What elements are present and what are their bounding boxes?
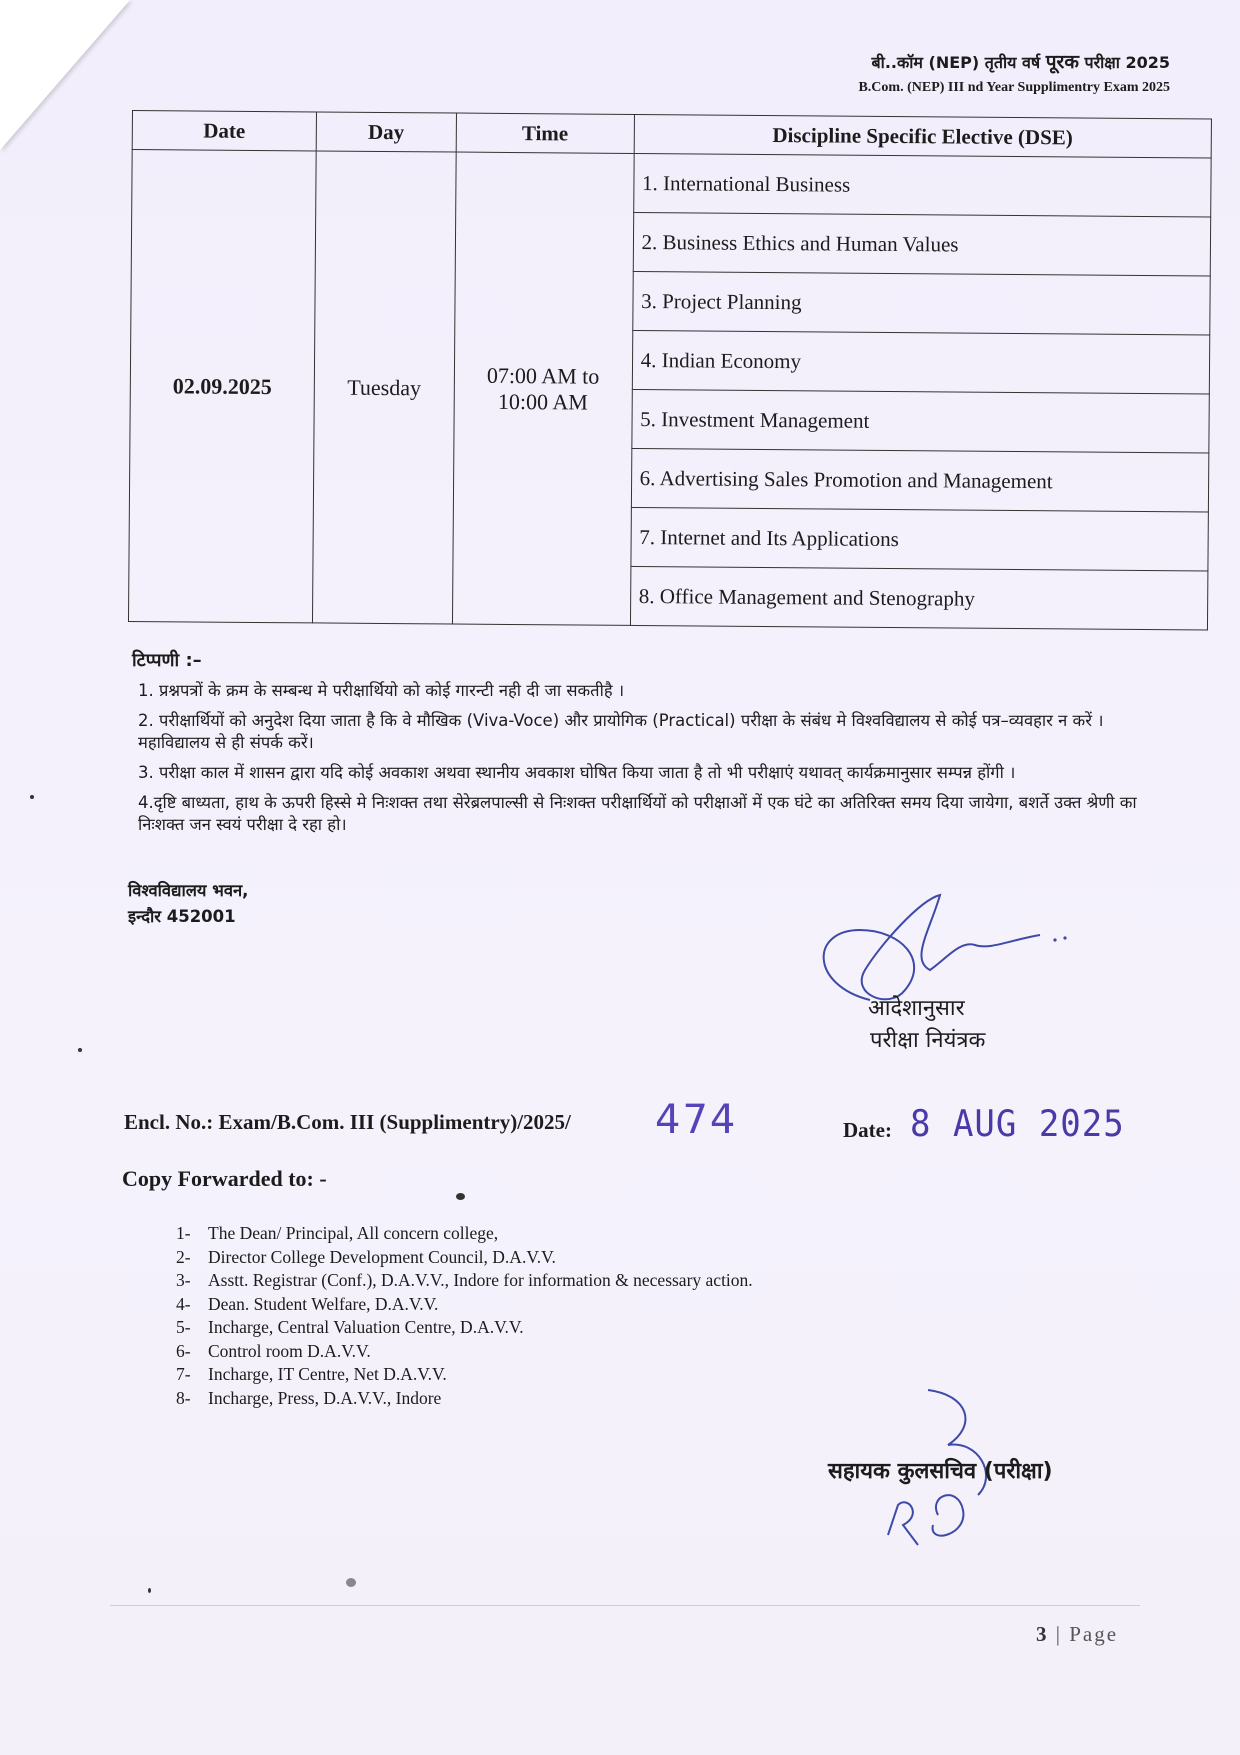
note-item: 4.दृष्टि बाध्यता, हाथ के ऊपरी हिस्से मे निःशक्त तथा सेरेब्रलपाल्सी से निःशक्त परीक्षार्थियों को परीक्षाओं में एक घंटे का अतिरिक्त समय दिया जायेगा, बशर्ते उक्त श्रेणी का निःशक्त जन स्वयं परीक्षा दे रहा हो।	[138, 793, 1137, 834]
signature-order-text: आदेशानुसार	[868, 996, 965, 1021]
header-english: B.Com. (NEP) III nd Year Supplimentry Exam 2025	[858, 80, 1170, 95]
list-item: 1- The Dean/ Principal, All concern college,	[176, 1223, 499, 1243]
dse-item: 5. Investment Management	[631, 389, 1209, 453]
list-item: 8- Incharge, Press, D.A.V.V., Indore	[176, 1387, 442, 1408]
exam-date: 02.09.2025	[128, 150, 316, 623]
header-day: Day	[316, 112, 456, 152]
notes-title: टिप्पणी :–	[132, 650, 202, 671]
dse-item: 8. Office Management and Stenography	[630, 566, 1208, 630]
speck	[456, 1193, 465, 1200]
signature-designation: परीक्षा नियंत्रक	[870, 1028, 986, 1053]
dse-item: 7. Internet and Its Applications	[631, 507, 1209, 571]
header-time: Time	[456, 113, 634, 153]
footer-divider	[110, 1605, 1140, 1606]
address-line-2: इन्दौर 452001	[128, 907, 236, 926]
copy-forwarded-title: Copy Forwarded to: -	[122, 1166, 327, 1191]
dse-item: 1. International Business	[633, 153, 1211, 217]
header-dse: Discipline Specific Elective (DSE)	[634, 114, 1212, 158]
list-item: 4- Dean. Student Welfare, D.A.V.V.	[176, 1293, 439, 1314]
dse-item: 3. Project Planning	[632, 271, 1210, 335]
registrar-designation: सहायक कुलसचिव (परीक्षा)	[828, 1459, 1053, 1484]
date-stamp: 8 AUG 2025	[910, 1102, 1125, 1146]
speck	[78, 1048, 82, 1052]
speck	[30, 795, 34, 799]
date-label: Date:	[843, 1118, 892, 1142]
note-item: 2. परीक्षार्थियों को अनुदेश दिया जाता है कि वे मौखिक (Viva-Voce) और प्रायोगिक (Practical) परीक्षा के संबंध मे विश्वविद्यालय से कोई पत्र–व्यवहार न करें । महाविद्यालय से ही संपर्क करें।	[138, 711, 1104, 752]
notes-list	[138, 680, 1158, 844]
copy-forwarded-list	[176, 1222, 753, 1410]
folded-corner	[0, 0, 130, 150]
enclosure-number-label: Encl. No.: Exam/B.Com. III (Supplimentry)/2025/	[124, 1110, 571, 1134]
exam-time: 07:00 AM to 10:00 AM	[452, 152, 634, 625]
dse-item: 4. Indian Economy	[632, 330, 1210, 394]
enclosure-number-handwritten: 474	[655, 1097, 738, 1143]
list-item: 6- Control room D.A.V.V.	[176, 1340, 371, 1361]
dse-item: 6. Advertising Sales Promotion and Management	[631, 448, 1209, 512]
list-item: 5- Incharge, Central Valuation Centre, D.A.V.V.	[176, 1317, 524, 1337]
note-item: 3. परीक्षा काल में शासन द्वारा यदि कोई अवकाश अथवा स्थानीय अवकाश घोषित किया जाता है तो भी परीक्षाएं यथावत् कार्यक्रमानुसार सम्पन्न होंगी ।	[138, 763, 1016, 782]
speck	[346, 1578, 356, 1587]
table-row	[132, 150, 1211, 217]
list-item: 7- Incharge, IT Centre, Net D.A.V.V.	[176, 1364, 447, 1384]
address-line-1: विश्वविद्यालय भवन,	[128, 881, 249, 900]
list-item: 2- Director College Development Council, D.A.V.V.	[176, 1246, 556, 1267]
page-number: 3 | Page	[1036, 1622, 1119, 1646]
speck	[148, 1588, 151, 1593]
note-item: 1. प्रश्नपत्रों के क्रम के सम्बन्ध मे परीक्षार्थियो को कोई गारन्टी नही दी जा सकतीहै ।	[138, 681, 625, 700]
list-item: 3- Asstt. Registrar (Conf.), D.A.V.V., Indore for information & necessary action.	[176, 1270, 753, 1290]
dse-item: 2. Business Ethics and Human Values	[633, 212, 1211, 276]
header-hindi: बी..कॉम (NEP) तृतीय वर्ष पूरक परीक्षा 2025	[871, 51, 1170, 73]
exam-day: Tuesday	[312, 151, 456, 624]
exam-schedule-table	[128, 110, 1212, 630]
header-date: Date	[132, 111, 316, 151]
